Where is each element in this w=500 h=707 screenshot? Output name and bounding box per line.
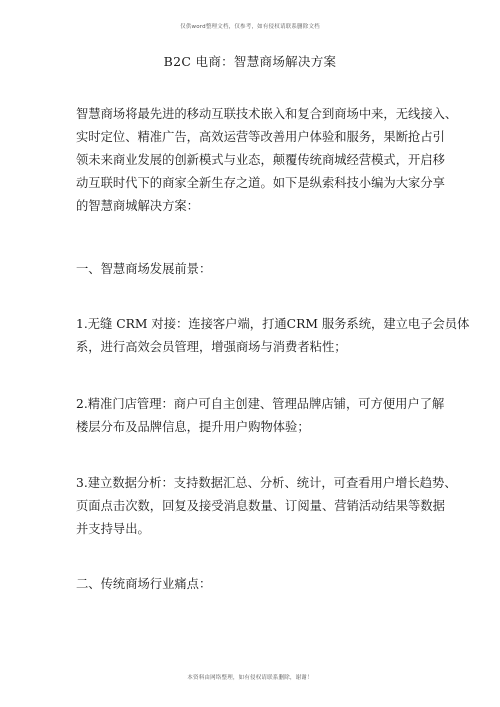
list-item-line: 2.精准门店管理：商户可自主创建、管理品牌店铺，可方便用户了解 xyxy=(76,397,445,411)
list-item-store-management xyxy=(76,393,445,439)
footer-note: 本资料由网络整理，如有侵权请联系删除，谢谢！ xyxy=(187,675,313,681)
intro-line: 智慧商场将最先进的移动互联技术嵌入和复合到商场中来，无线接入、 xyxy=(76,107,458,121)
list-item-data-analysis xyxy=(76,472,457,541)
list-item-line: 3.建立数据分析：支持数据汇总、分析、统计，可查看用户增长趋势、 xyxy=(76,476,457,490)
intro-line: 实时定位、精准广告，高效运营等改善用户体验和服务，果断抢占引 xyxy=(76,130,445,144)
intro-paragraph xyxy=(76,103,458,218)
list-item-line: 页面点击次数，回复及接受消息数量、订阅量、营销活动结果等数据 xyxy=(76,499,445,513)
list-item-crm xyxy=(76,313,470,359)
list-item-line: 并支持导出。 xyxy=(76,522,150,536)
header-note: 仅供word整理文档，仅参考，如有侵权请联系删除文档 xyxy=(180,24,320,30)
section-heading-prospects: 一、智慧商场发展前景： xyxy=(76,262,212,276)
intro-line: 领未来商业发展的创新模式与业态，颠覆传统商城经营模式，开启移 xyxy=(76,153,445,167)
list-item-line: 系，进行高效会员管理，增强商场与消费者粘性； xyxy=(76,340,347,354)
document-title: B2C 电商：智慧商场解决方案 xyxy=(163,54,337,69)
list-item-line: 1.无缝 CRM 对接：连接客户端，打通CRM 服务系统，建立电子会员体 xyxy=(76,317,470,331)
list-item-line: 楼层分布及品牌信息，提升用户购物体验； xyxy=(76,420,310,434)
intro-line: 的智慧商城解决方案： xyxy=(76,199,199,213)
intro-line: 动互联时代下的商家全新生存之道。如下是纵索科技小编为大家分享 xyxy=(76,176,445,190)
section-heading-pain-points: 二、传统商场行业痛点： xyxy=(76,577,212,591)
